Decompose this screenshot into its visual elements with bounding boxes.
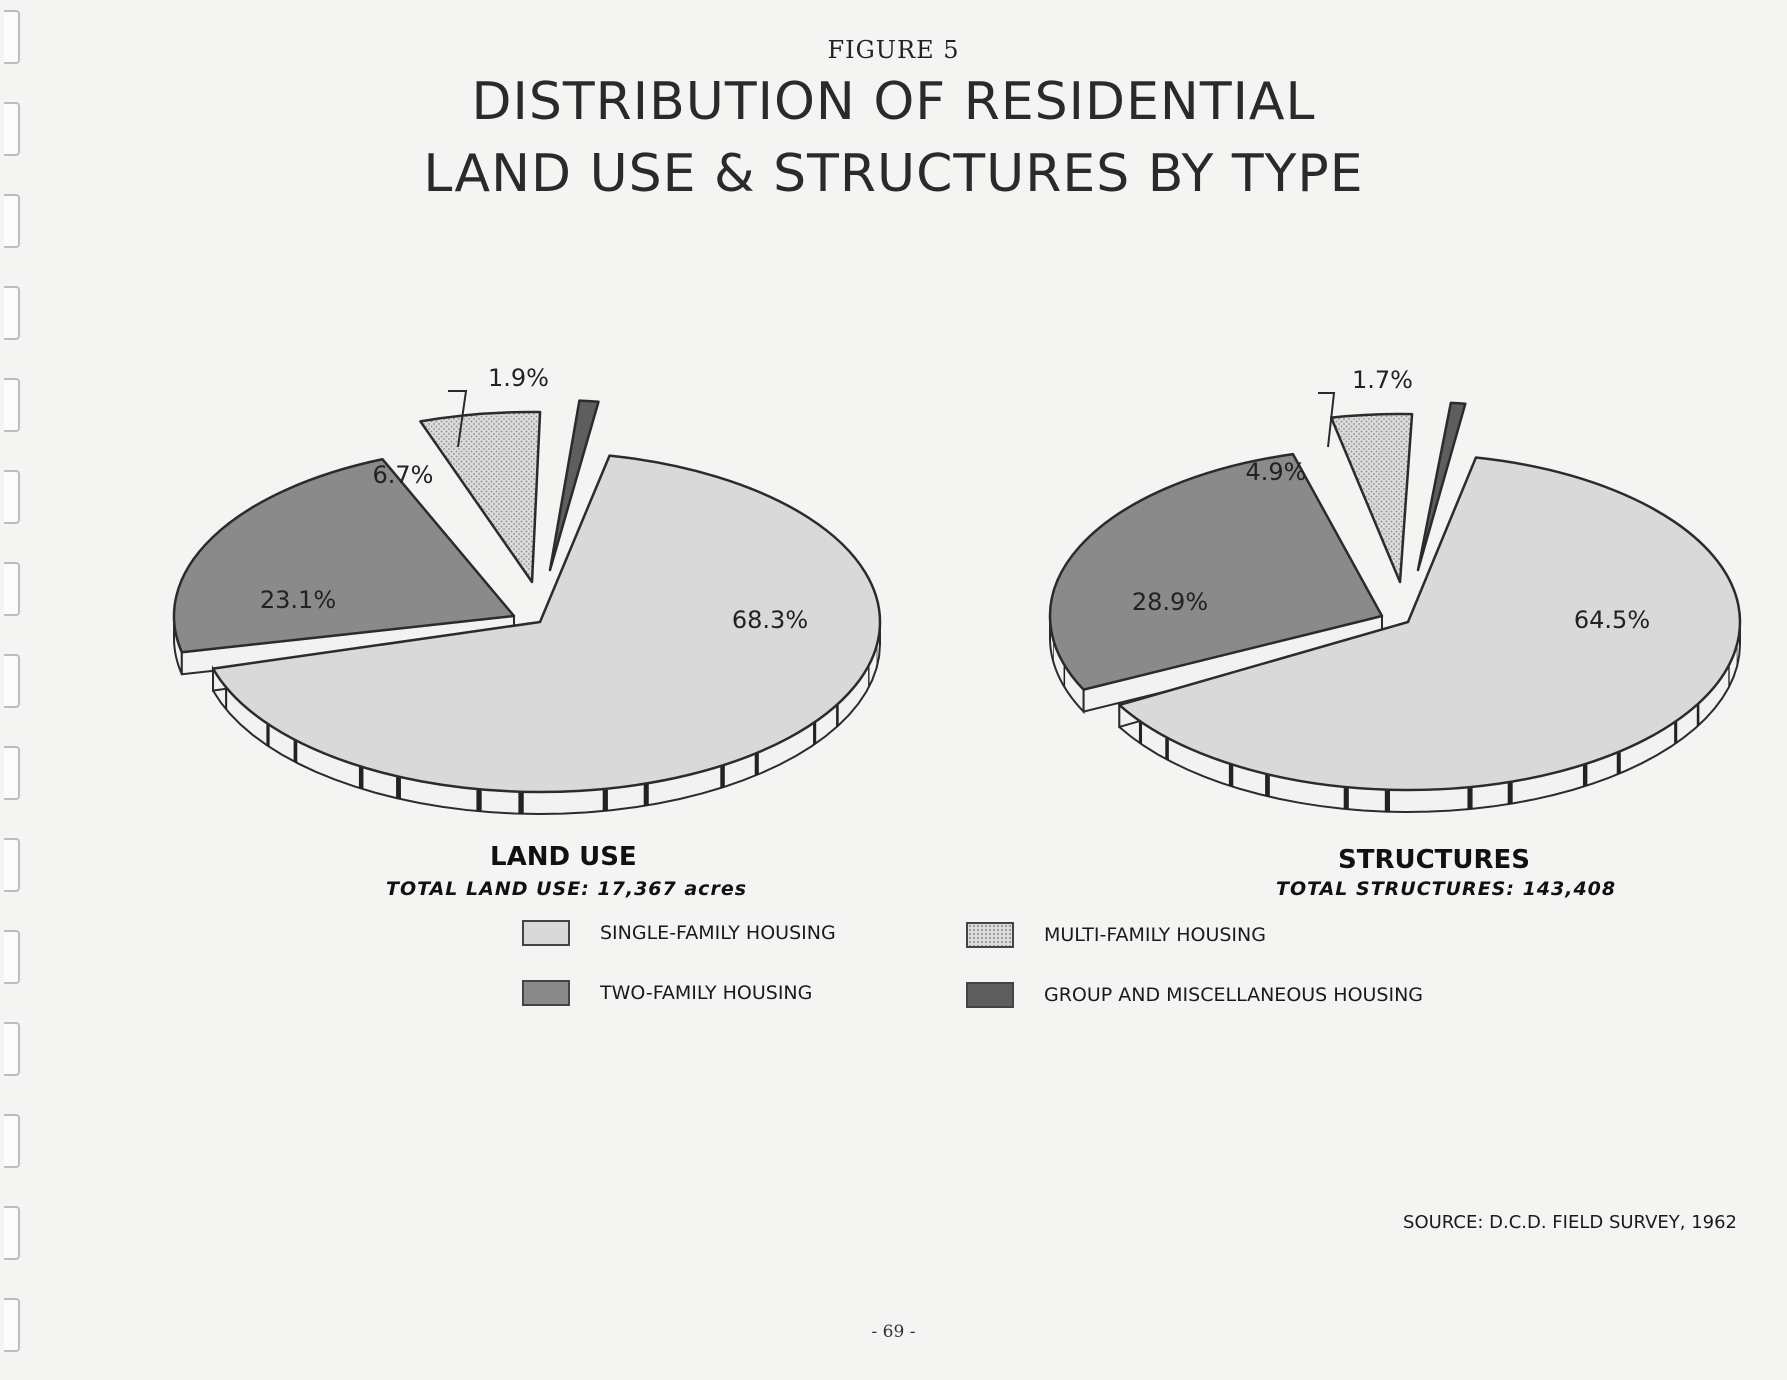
page-title-line2: LAND USE & STRUCTURES BY TYPE bbox=[423, 144, 1364, 204]
structures-pct-label-multi-family: 4.9% bbox=[1245, 458, 1307, 486]
structures-leader-line bbox=[1318, 393, 1334, 447]
structures-pct-label-single-family: 64.5% bbox=[1573, 606, 1651, 634]
land-use-pct-label-group-misc: 1.9% bbox=[488, 364, 549, 392]
multi-family-swatch bbox=[966, 922, 1014, 948]
structures-pct-label-group-misc: 1.7% bbox=[1352, 366, 1413, 394]
page-number: - 69 - bbox=[871, 1322, 916, 1342]
land-use-total: TOTAL LAND USE: 17,367 acres bbox=[386, 878, 748, 900]
structures-pct-label-two-family: 28.9% bbox=[1131, 588, 1209, 616]
land-use-pct-label-single-family: 68.3% bbox=[731, 606, 809, 634]
structures-total: TOTAL STRUCTURES: 143,408 bbox=[1276, 878, 1617, 900]
land-use-pct-label-two-family: 23.1% bbox=[259, 586, 337, 614]
legend-label-multi-family: MULTI-FAMILY HOUSING bbox=[1044, 924, 1266, 946]
source-note: SOURCE: D.C.D. FIELD SURVEY, 1962 bbox=[1403, 1212, 1737, 1233]
legend-label-single-family: SINGLE-FAMILY HOUSING bbox=[600, 922, 836, 944]
figure-label: FIGURE 5 bbox=[827, 36, 960, 64]
single-family-swatch bbox=[522, 920, 570, 946]
structures-pie bbox=[1050, 366, 1740, 812]
group-misc-swatch bbox=[966, 982, 1014, 1008]
land-use-pct-label-multi-family: 6.7% bbox=[372, 461, 434, 489]
two-family-swatch bbox=[522, 980, 570, 1006]
legend-label-group-misc: GROUP AND MISCELLANEOUS HOUSING bbox=[1044, 984, 1424, 1006]
structures-chart-title: STRUCTURES bbox=[1338, 845, 1531, 875]
page-title-line1: DISTRIBUTION OF RESIDENTIAL bbox=[471, 72, 1316, 132]
land-use-chart-title: LAND USE bbox=[490, 842, 637, 872]
land-use-pie bbox=[174, 364, 880, 814]
legend-label-two-family: TWO-FAMILY HOUSING bbox=[600, 982, 813, 1004]
